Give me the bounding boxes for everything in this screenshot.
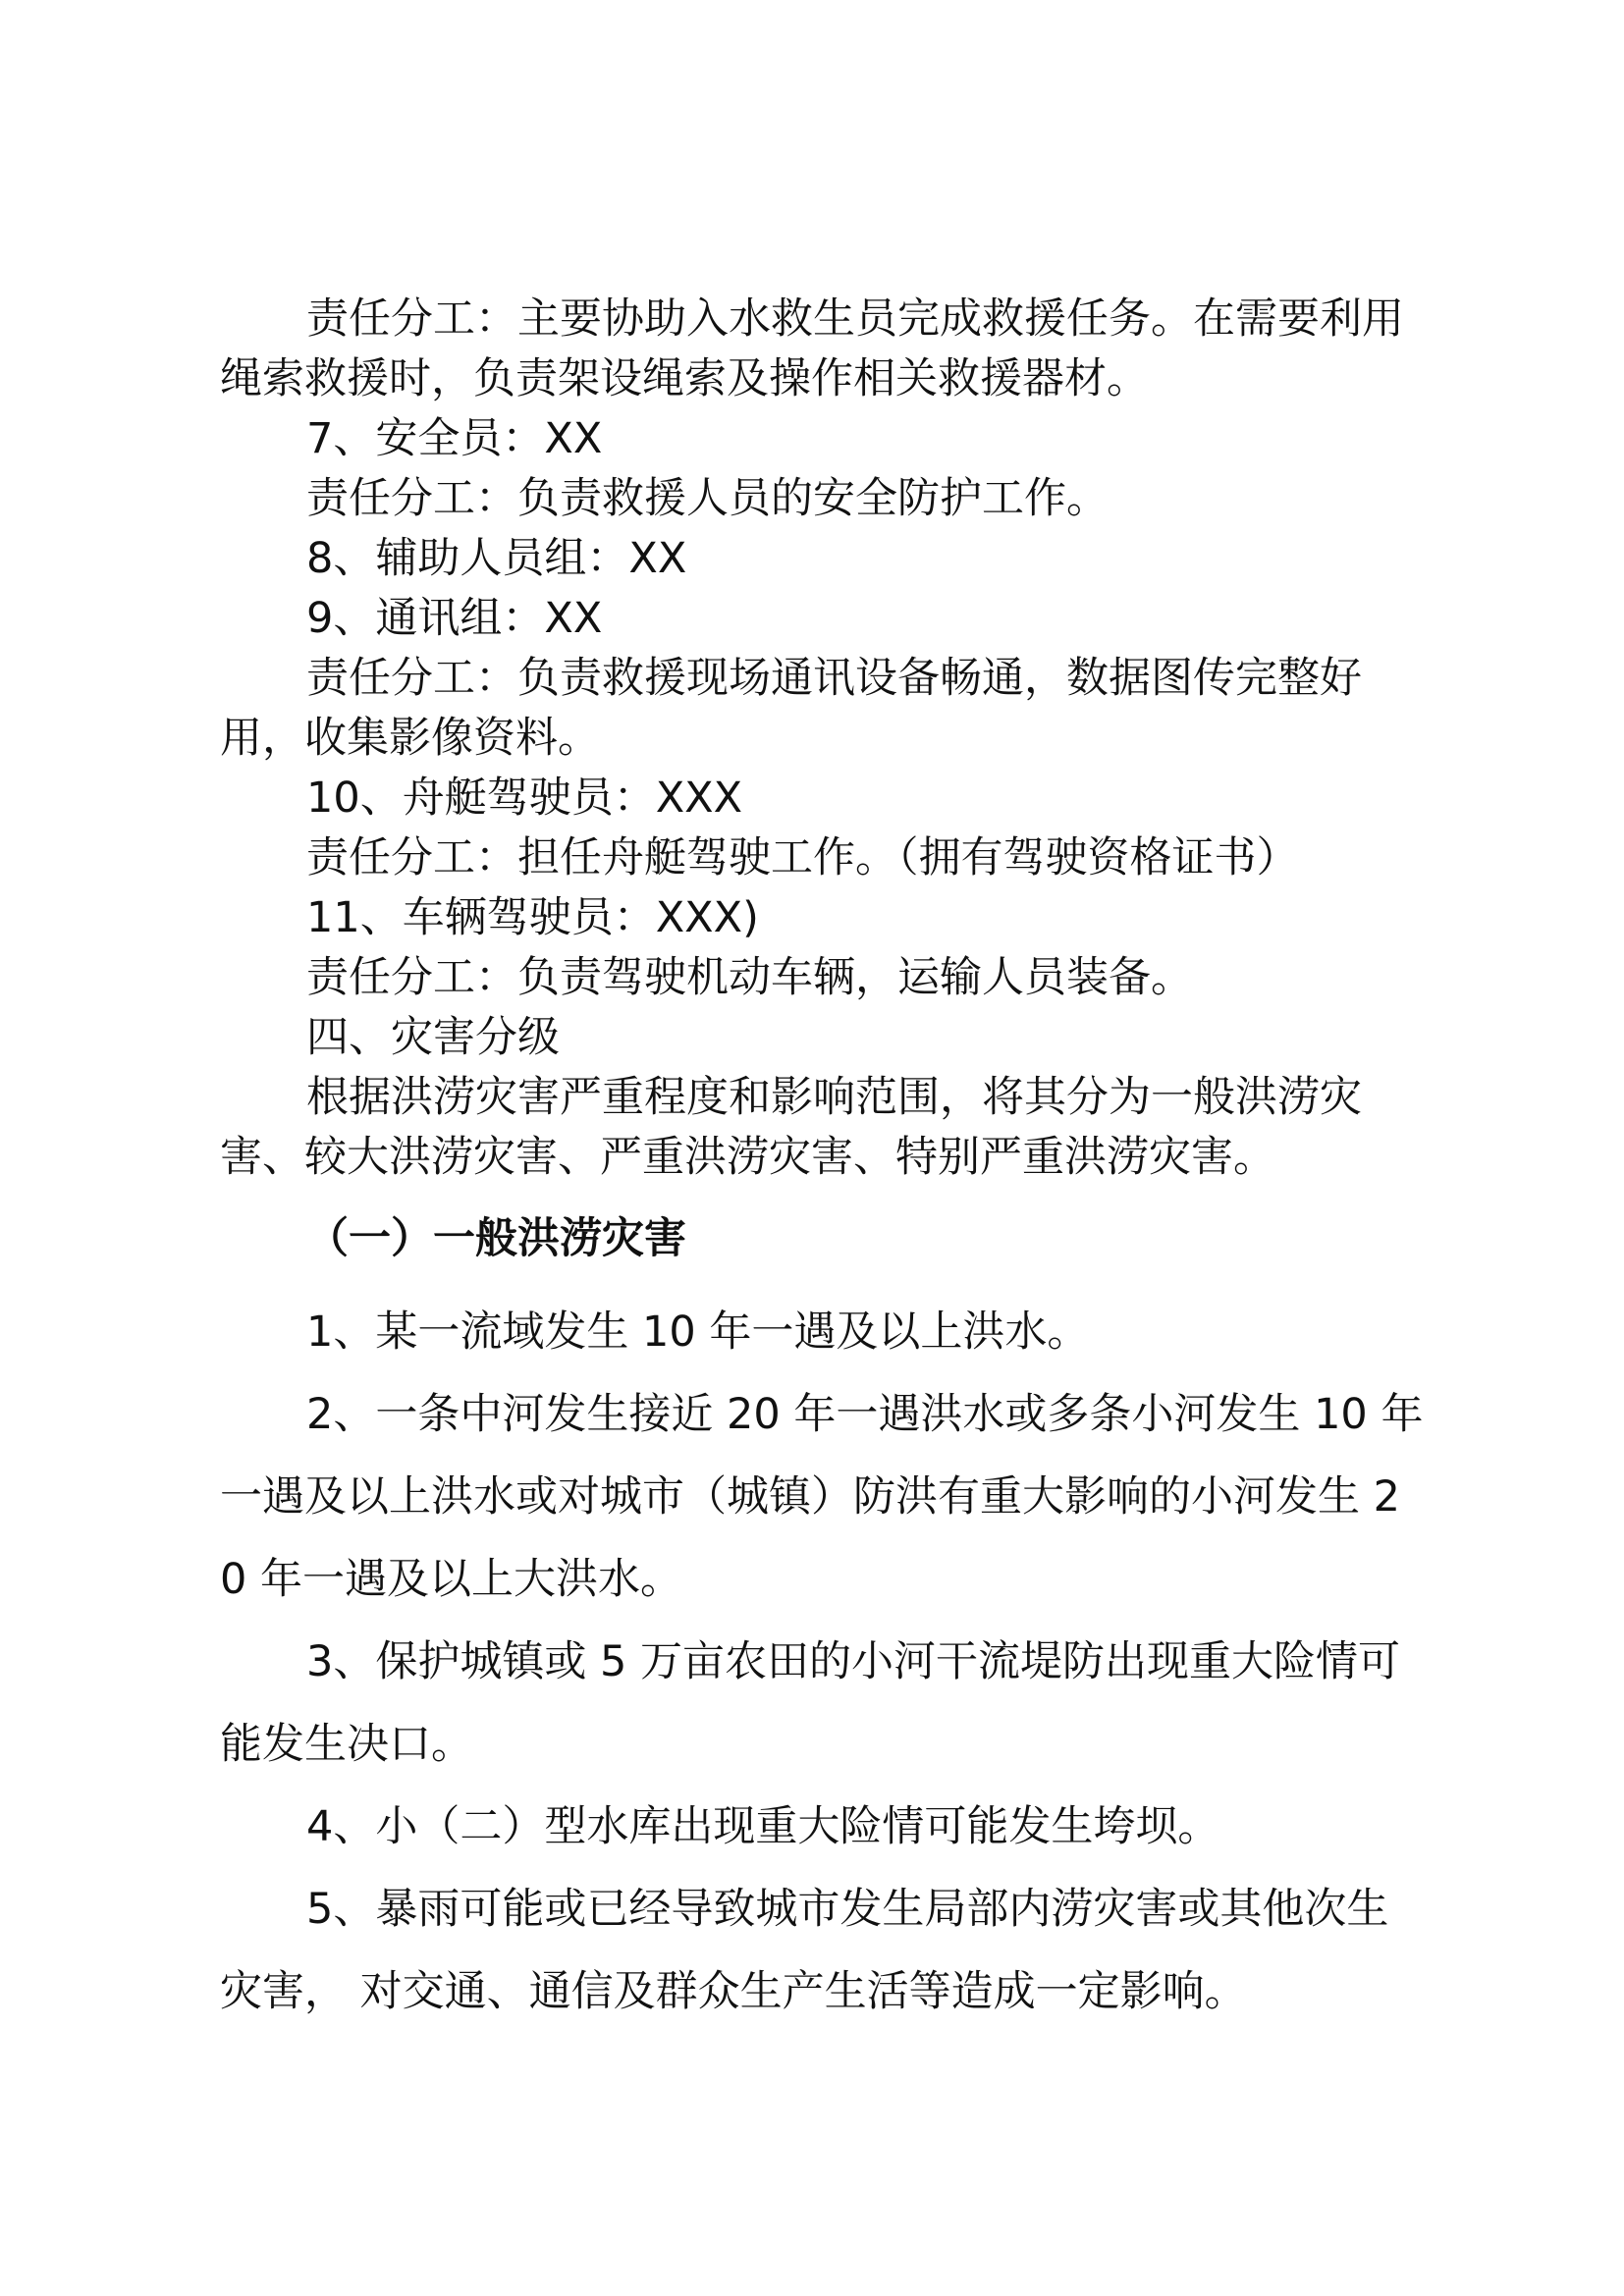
list-item-4: 4、小（二）型水库出现重大险情可能发生垮坝。 (306, 1802, 1220, 1851)
paragraph-vehicle-duty: 责任分工：负责驾驶机动车辆，运输人员装备。 (306, 953, 1193, 1002)
paragraph-boat-duty: 责任分工：担任舟艇驾驶工作。（拥有驾驶资格证书） (306, 833, 1299, 882)
paragraph-communication-duty: 责任分工：负责救援现场通讯设备畅通，数据图传完整好用，收集影像资料。 (220, 654, 1362, 763)
paragraph-safety-duty: 责任分工：负责救援人员的安全防护工作。 (306, 474, 1109, 523)
paragraph-safety-officer: 7、安全员：XX (306, 414, 603, 463)
paragraph-rescue-assist-duty: 责任分工：主要协助入水救生员完成救援任务。在需要利用绳索救援时，负责架设绳索及操作相关救援器材。 (220, 294, 1404, 403)
paragraph-grading-intro: 根据洪涝灾害严重程度和影响范围，将其分为一般洪涝灾害、较大洪涝灾害、严重洪涝灾害、特别严重洪涝灾害。 (220, 1073, 1362, 1182)
list-item-2: 2、一条中河发生接近 20 年一遇洪水或多条小河发生 10 年一遇及以上洪水或对城市（城镇）防洪有重大影响的小河发生 20 年一遇及以上大洪水。 (220, 1390, 1424, 1604)
paragraph-boat-driver: 10、舟艇驾驶员：XXX (306, 774, 743, 823)
document-page (220, 290, 1424, 2033)
list-item-3: 3、保护城镇或 5 万亩农田的小河干流堤防出现重大险情可能发生决口。 (220, 1637, 1401, 1769)
section-title-disaster-grading: 四、灾害分级 (306, 1013, 560, 1062)
paragraph-vehicle-driver: 11、车辆驾驶员：XXX) (306, 893, 759, 942)
list-item-1: 1、某一流域发生 10 年一遇及以上洪水。 (306, 1308, 1090, 1357)
paragraph-communication-group: 9、通讯组：XX (306, 594, 603, 643)
paragraph-auxiliary-group: 8、辅助人员组：XX (306, 534, 687, 583)
list-item-5: 5、暴雨可能或已经导致城市发生局部内涝灾害或其他次生灾害， 对交通、通信及群众生产生活等造成一定影响。 (220, 1885, 1389, 2016)
heading-general-flood-disaster: （一）一般洪涝灾害 (306, 1214, 686, 1263)
